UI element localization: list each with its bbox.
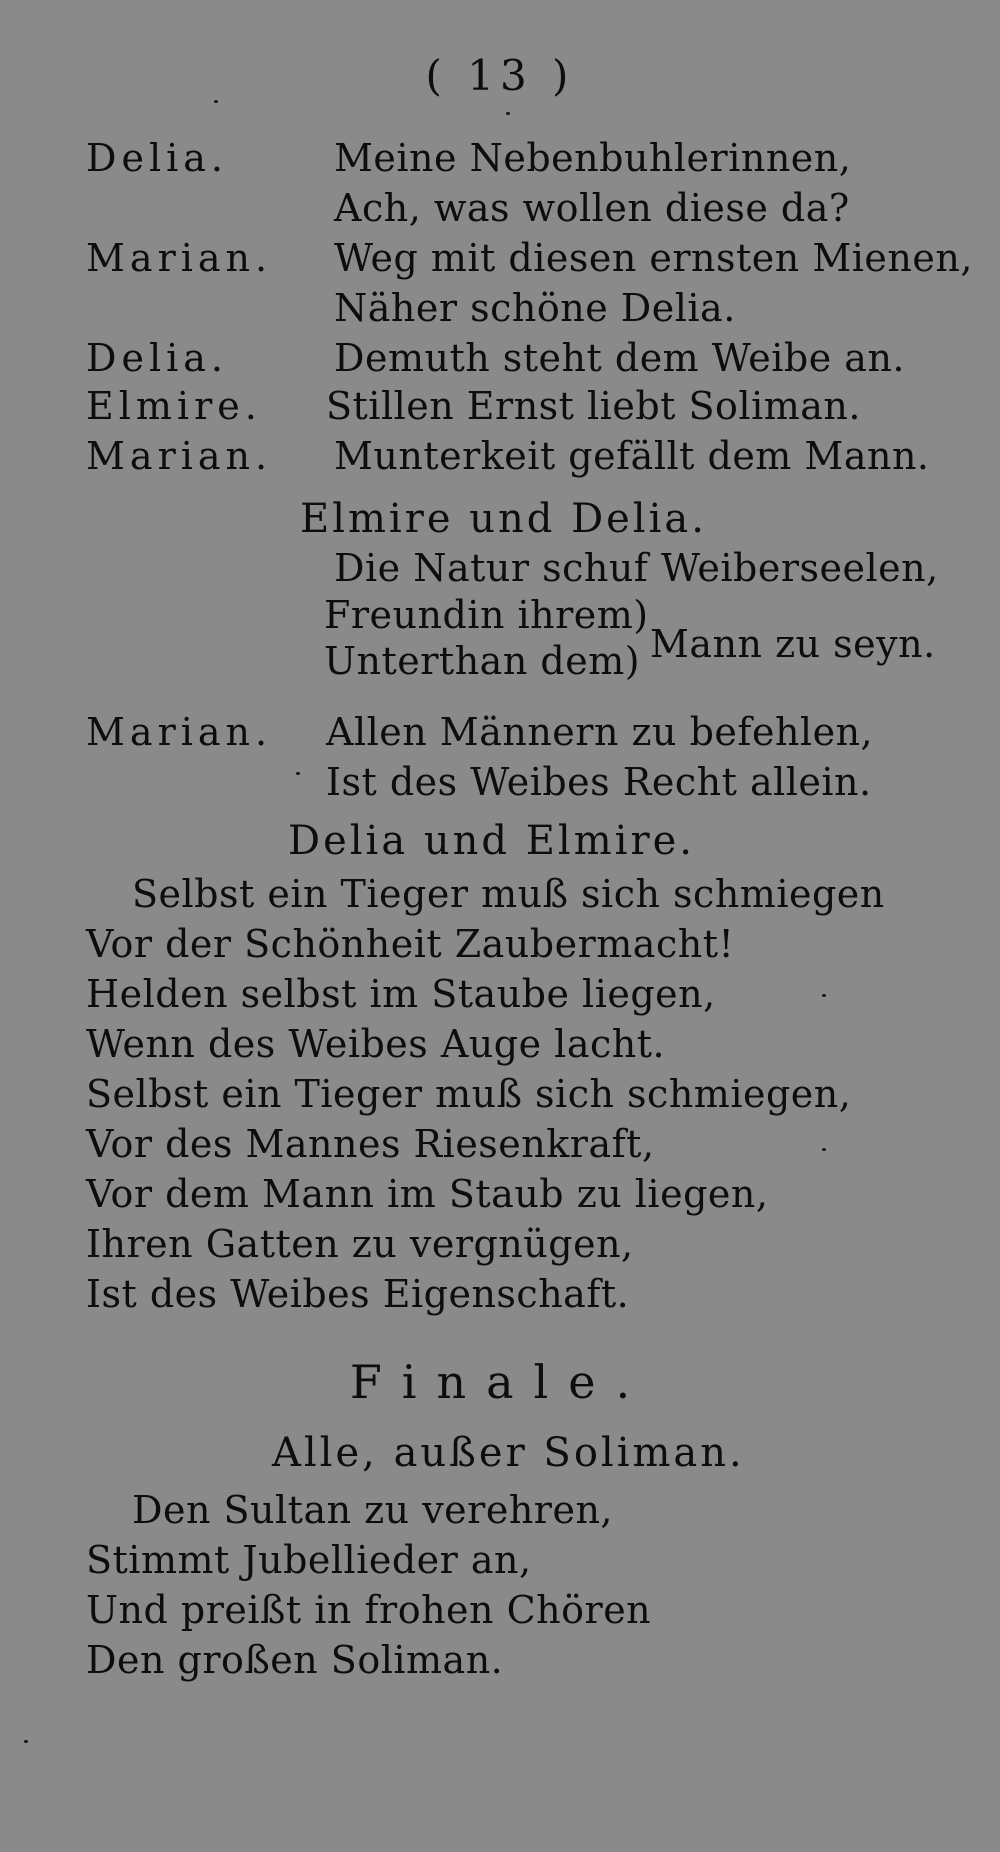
scan-speck <box>822 1148 826 1151</box>
scan-speck <box>506 112 510 115</box>
bracket-shared-ending: Mann zu seyn. <box>650 622 936 666</box>
verse-line: Ist des Weibes Recht allein. <box>326 760 872 804</box>
scan-speck <box>822 994 826 997</box>
finale-title: Finale. <box>349 1355 651 1409</box>
scan-speck <box>214 100 218 103</box>
verse-line: Vor dem Mann im Staub zu liegen, <box>86 1172 769 1216</box>
verse-line: Wenn des Weibes Auge lacht. <box>86 1022 666 1066</box>
verse-line: Helden selbst im Staube liegen, <box>86 972 716 1016</box>
speaker-marian: Marian. <box>86 236 273 280</box>
verse-line: Stimmt Jubellieder an, <box>86 1538 532 1582</box>
verse-line: Die Natur schuf Weiberseelen, <box>334 546 939 590</box>
speaker-elmire: Elmire. <box>86 384 262 428</box>
verse-line: Demuth steht dem Weibe an. <box>334 336 905 380</box>
verse-line: Vor der Schönheit Zaubermacht! <box>86 922 735 966</box>
verse-line: Meine Nebenbuhlerinnen, <box>334 136 852 180</box>
page-number: ( 13 ) <box>425 51 575 100</box>
scan-speck <box>296 772 300 775</box>
verse-line: Selbst ein Tieger muß sich schmiegen, <box>86 1072 852 1116</box>
scan-speck <box>24 1740 28 1743</box>
verse-line: Stillen Ernst liebt Soliman. <box>326 384 861 428</box>
section-heading-elmire-und-delia: Elmire und Delia. <box>300 496 707 542</box>
verse-line: Ist des Weibes Eigenschaft. <box>86 1272 630 1316</box>
verse-line: Selbst ein Tieger muß sich schmiegen <box>132 872 885 916</box>
speaker-delia: Delia. <box>86 336 228 380</box>
section-heading-alle: Alle, außer Soliman. <box>272 1430 745 1476</box>
bracketed-lines <box>324 592 649 688</box>
section-heading-delia-und-elmire: Delia und Elmire. <box>288 818 695 864</box>
bracket-line: Unterthan dem) <box>324 639 641 683</box>
verse-line: Und preißt in frohen Chören <box>86 1588 652 1632</box>
verse-line: Den Sultan zu verehren, <box>132 1488 614 1532</box>
verse-line: Vor des Mannes Riesenkraft, <box>86 1122 655 1166</box>
verse-line: Allen Männern zu befehlen, <box>326 710 874 754</box>
verse-line: Weg mit diesen ernsten Mienen, <box>334 236 973 280</box>
verse-line: Näher schöne Delia. <box>334 286 736 330</box>
bracket-line: Freundin ihrem) <box>324 593 649 637</box>
verse-line: Den großen Soliman. <box>86 1638 504 1682</box>
speaker-delia: Delia. <box>86 136 228 180</box>
verse-line: Ach, was wollen diese da? <box>334 186 850 230</box>
speaker-marian: Marian. <box>86 434 273 478</box>
verse-line: Munterkeit gefällt dem Mann. <box>334 434 930 478</box>
verse-line: Ihren Gatten zu vergnügen, <box>86 1222 634 1266</box>
speaker-marian: Marian. <box>86 710 273 754</box>
